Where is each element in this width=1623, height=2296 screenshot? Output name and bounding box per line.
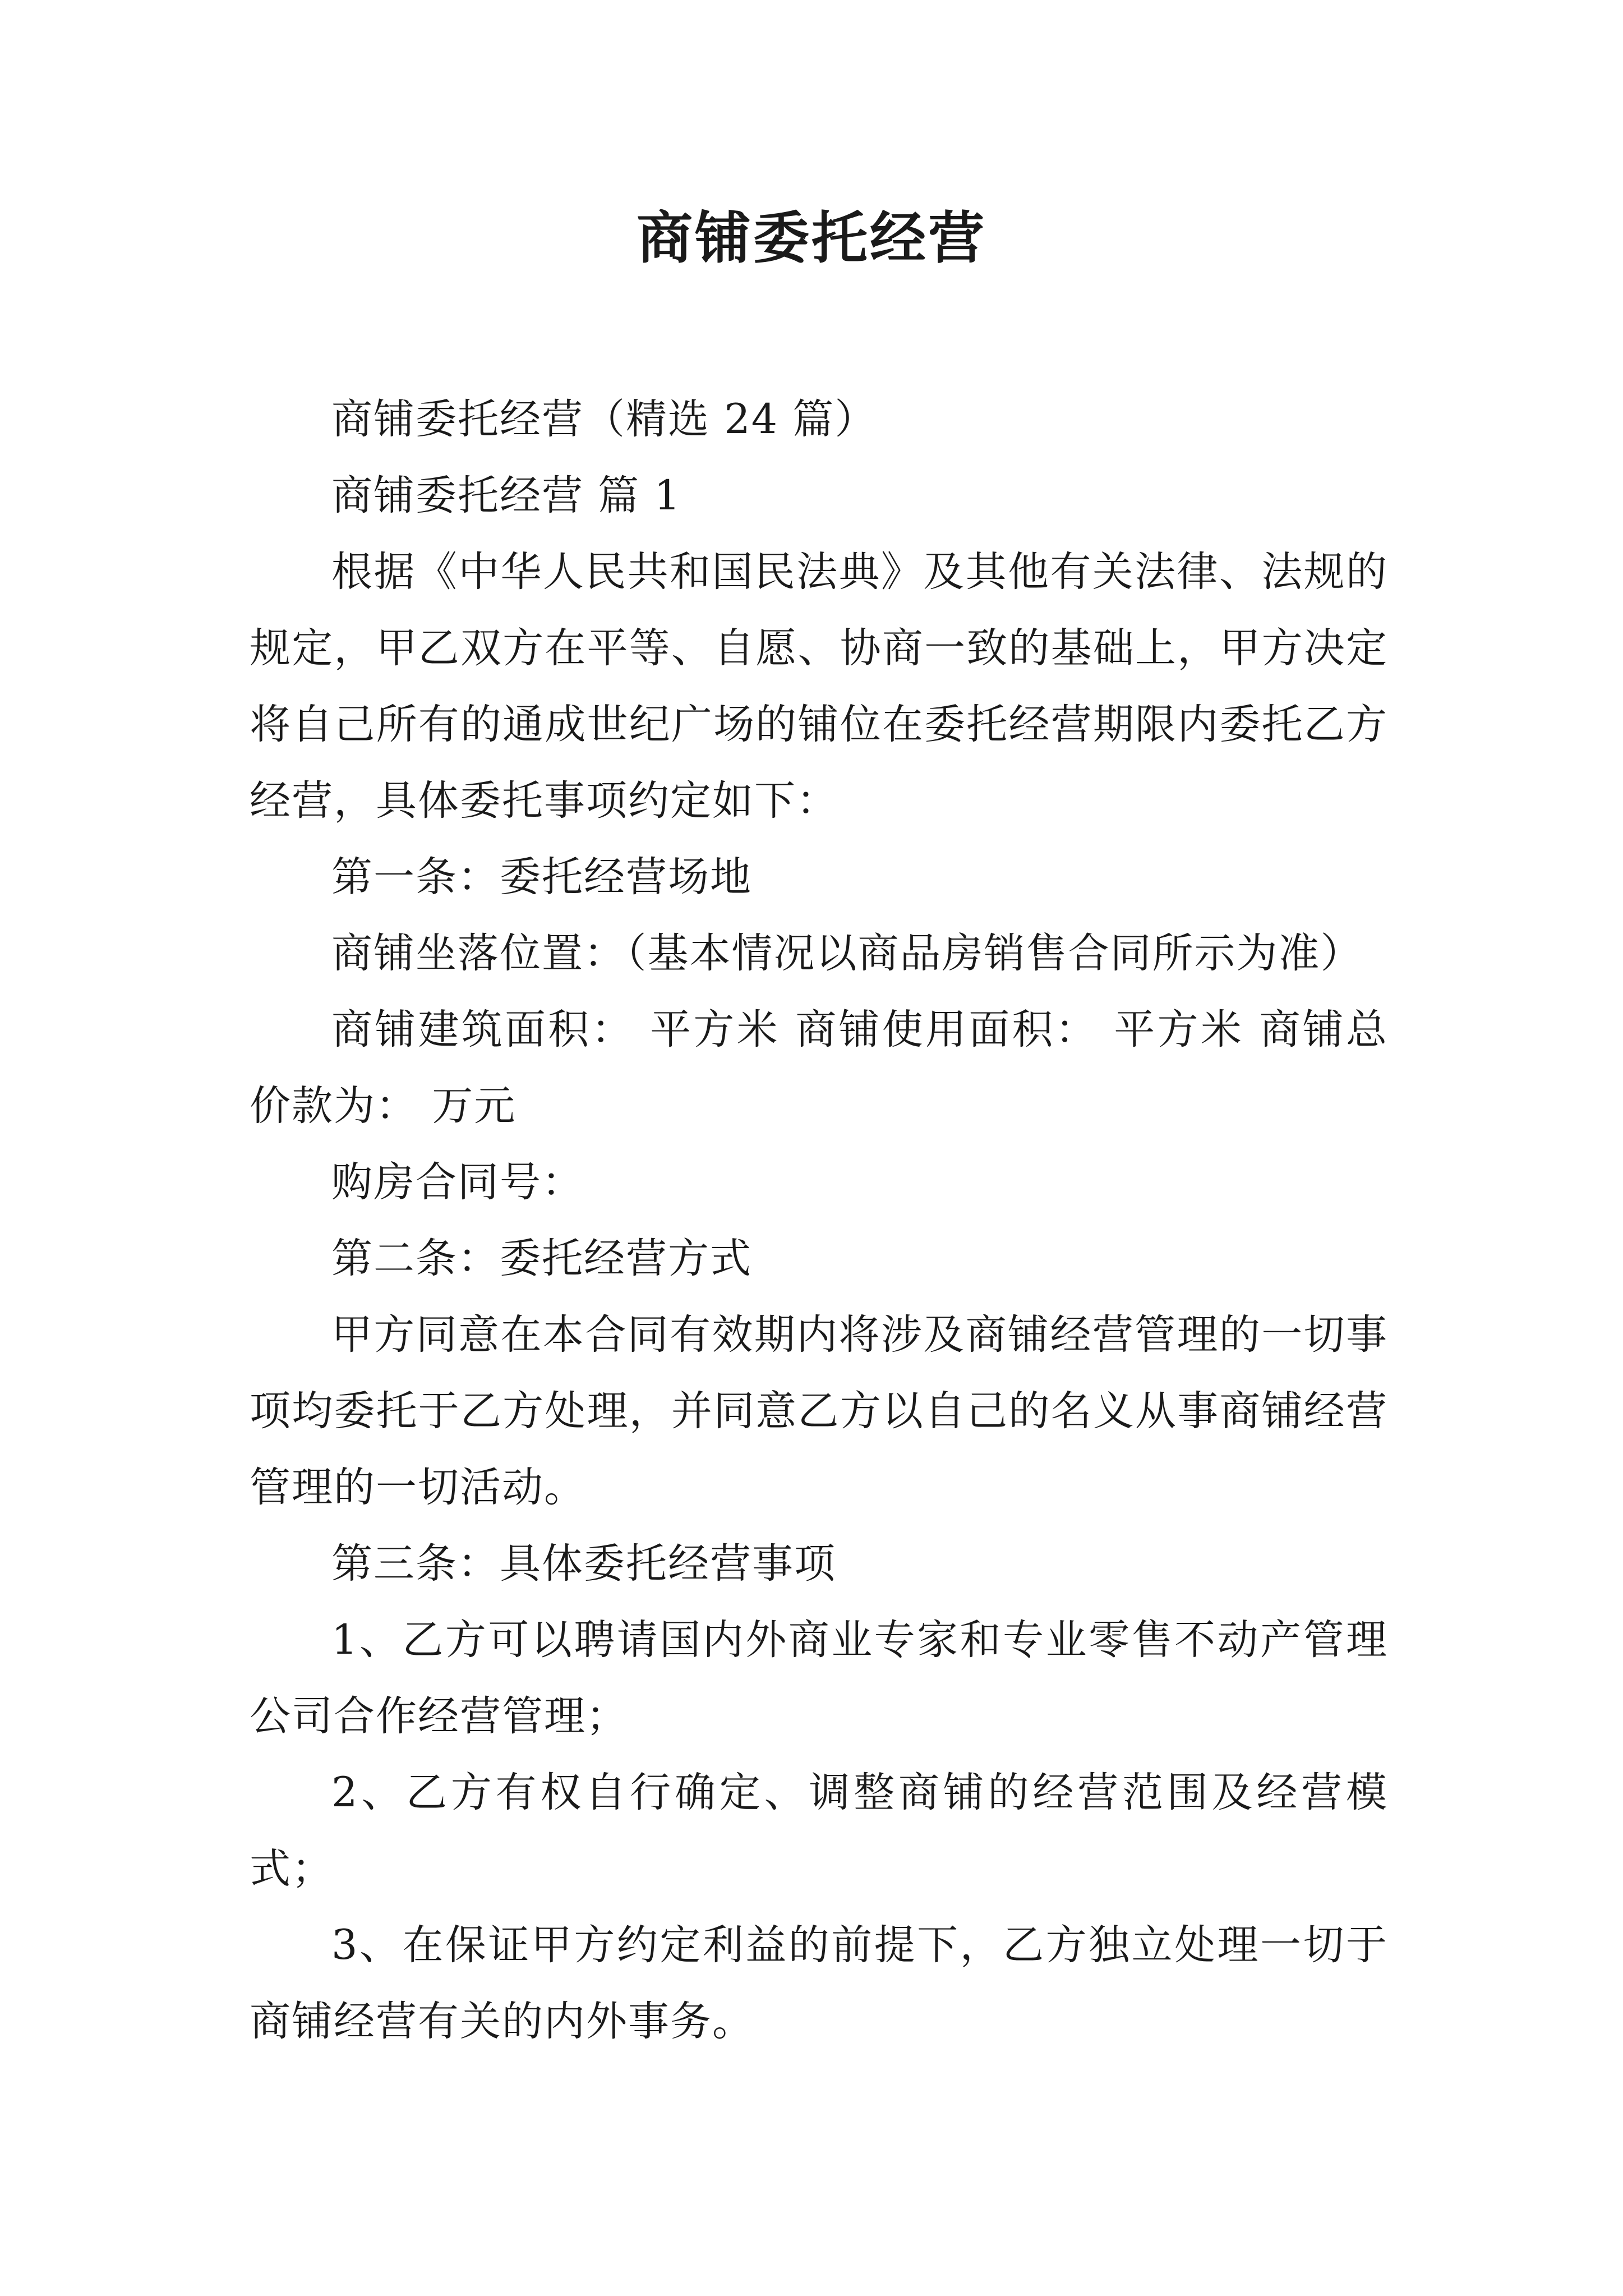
list-item: 1、乙方可以聘请国内外商业专家和专业零售不动产管理公司合作经营管理；: [250, 1616, 1388, 1740]
list-item: 3、在保证甲方约定利益的前提下，乙方独立处理一切于商铺经营有关的内外事务。: [250, 1921, 1388, 2045]
subtitle-paragraph: 商铺委托经营（精选 24 篇）: [331, 395, 877, 443]
article-heading: 第一条：委托经营场地: [331, 853, 752, 901]
list-item: 2、乙方有权自行确定、调整商铺的经营范围及经营模式；: [250, 1769, 1388, 1893]
document-title: 商铺委托经营: [637, 205, 986, 271]
section-heading: 商铺委托经营 篇 1: [331, 472, 681, 519]
article-heading: 第三条：具体委托经营事项: [331, 1540, 836, 1588]
body-paragraph: 商铺建筑面积： 平方米 商铺使用面积： 平方米 商铺总价款为： 万元: [250, 1006, 1388, 1130]
document-body: [250, 381, 1388, 2060]
body-paragraph: 甲方同意在本合同有效期内将涉及商铺经营管理的一切事项均委托于乙方处理，并同意乙方以自己的名义从事商铺经营管理的一切活动。: [250, 1311, 1388, 1511]
intro-paragraph: 根据《中华人民共和国民法典》及其他有关法律、法规的规定，甲乙双方在平等、自愿、协商一致的基础上，甲方决定将自己所有的通成世纪广场的铺位在委托经营期限内委托乙方经营，具体委托事项约定如下：: [250, 548, 1388, 825]
body-paragraph: 商铺坐落位置：（基本情况以商品房销售合同所示为准）: [331, 930, 1363, 977]
article-heading: 第二条：委托经营方式: [331, 1235, 752, 1282]
body-paragraph: 购房合同号：: [331, 1158, 584, 1206]
